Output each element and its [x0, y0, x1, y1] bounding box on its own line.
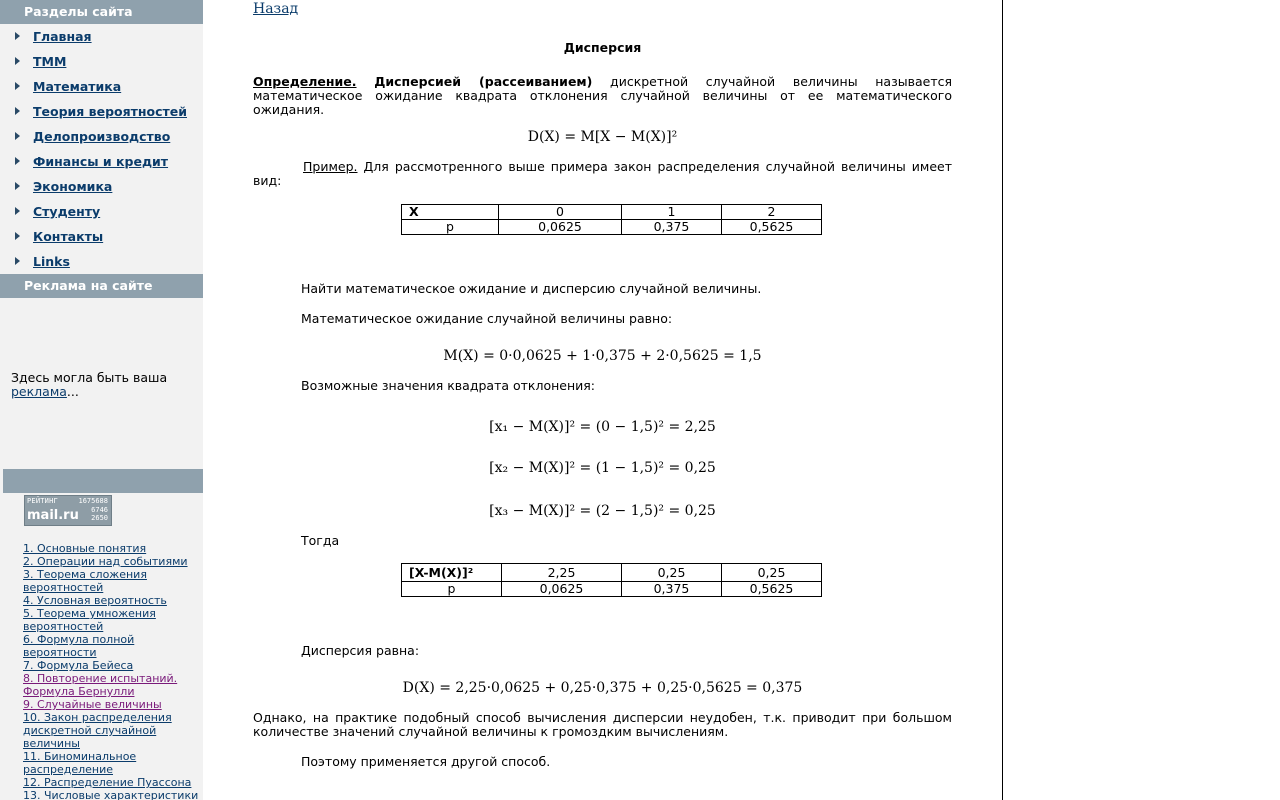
lesson-link[interactable]: 12. Распределение Пуассона: [23, 776, 192, 789]
nav-link[interactable]: Финансы и кредит: [33, 154, 169, 169]
bullet-arrow-icon: [15, 107, 20, 115]
nav-link[interactable]: Links: [33, 254, 70, 269]
back-link[interactable]: Назад: [253, 1, 299, 17]
lessons-list: [23, 542, 203, 800]
nav-item-math[interactable]: [0, 74, 203, 99]
bullet-arrow-icon: [15, 257, 20, 265]
lesson-link[interactable]: 2. Операции над событиями: [23, 555, 188, 568]
formula-deviation-3: [x₃ − M(X)]² = (2 − 1,5)² = 0,25: [489, 503, 716, 519]
counter-brand: mail.ru: [27, 508, 79, 523]
table-cell: 0,0625: [499, 220, 622, 235]
lesson-link[interactable]: 11. Биноминальное распределение: [23, 750, 137, 776]
nav-item-records[interactable]: [0, 124, 203, 149]
note-paragraph: Однако, на практике подобный способ вычисления дисперсии неудобен, т.к. приводит при большом количестве значений случайной величины к громоздким вычислениям.: [253, 710, 952, 739]
nav-link[interactable]: Делопроизводство: [33, 129, 171, 144]
nav-item-links[interactable]: [0, 249, 203, 274]
nav-link[interactable]: Студенту: [33, 204, 101, 219]
ad-box: [0, 298, 203, 468]
conclusion-text: Поэтому применяется другой способ.: [301, 754, 551, 769]
table-cell: 0,375: [622, 582, 722, 597]
table-cell: 2,25: [502, 564, 622, 582]
formula-deviation-2: [x₂ − M(X)]² = (1 − 1,5)² = 0,25: [489, 460, 716, 476]
table-cell: 0,375: [622, 220, 722, 235]
table-cell: 2: [722, 205, 822, 220]
counter-stat-2: 2650: [91, 514, 108, 522]
bullet-arrow-icon: [15, 182, 20, 190]
lesson-link[interactable]: 6. Формула полной вероятности: [23, 633, 135, 659]
formula-variance-definition: D(X) = M[X − M(X)]²: [527, 129, 678, 145]
formula-deviation-1: [x₁ − M(X)]² = (0 − 1,5)² = 2,25: [489, 419, 716, 435]
lesson-link[interactable]: 10. Закон распределения дискретной случайной величины: [23, 711, 172, 750]
definition-text: дискретной случайной величины называется математическое ожидание квадрата отклонения случайной величины от ее математического ожидания.: [253, 74, 952, 117]
bullet-arrow-icon: [15, 82, 20, 90]
table-cell: 1: [622, 205, 722, 220]
lesson-link-visited[interactable]: 8. Повторение испытаний. Формула Бернулли: [23, 672, 178, 698]
table-cell: 0,0625: [502, 582, 622, 597]
table-cell: 0: [499, 205, 622, 220]
lesson-link[interactable]: 3. Теорема сложения вероятностей: [23, 568, 147, 594]
ad-suffix: ...: [66, 384, 79, 399]
page-title: Дисперсия: [563, 40, 642, 55]
counter-value: 1675688: [78, 497, 108, 505]
table-cell: [X-M(X)]²: [402, 564, 502, 582]
lesson-link[interactable]: 5. Теорема умножения вероятностей: [23, 607, 156, 633]
formula-variance-result: D(X) = 2,25·0,0625 + 0,25·0,375 + 0,25·0,5625 = 0,375: [402, 680, 803, 696]
table-cell: 0,5625: [722, 220, 822, 235]
table-row: [402, 205, 822, 220]
nav-item-finance[interactable]: [0, 149, 203, 174]
bullet-arrow-icon: [15, 232, 20, 240]
deviation-table: [401, 563, 822, 597]
nav-link[interactable]: ТММ: [33, 54, 67, 69]
nav-item-probability[interactable]: [0, 99, 203, 124]
definition-label: Определение.: [253, 74, 357, 89]
example-label: Пример.: [303, 159, 358, 174]
content-right-border: [1002, 0, 1003, 800]
table-cell: p: [402, 220, 499, 235]
counter-stats: [91, 506, 108, 522]
definition-paragraph: [253, 75, 952, 117]
example-paragraph: [253, 160, 952, 188]
nav-link[interactable]: Экономика: [33, 179, 113, 194]
bullet-arrow-icon: [15, 32, 20, 40]
ad-link[interactable]: реклама: [11, 384, 67, 399]
nav-item-contacts[interactable]: [0, 224, 203, 249]
distribution-table: [401, 204, 822, 235]
nav-link[interactable]: Контакты: [33, 229, 104, 244]
lesson-link[interactable]: 13. Числовые характеристики: [23, 789, 199, 800]
task-text: Найти математическое ожидание и дисперсию случайной величины.: [301, 281, 762, 296]
ads-header: Реклама на сайте: [0, 274, 203, 298]
lesson-link[interactable]: 4. Условная вероятность: [23, 594, 167, 607]
table-cell: 0,5625: [722, 582, 822, 597]
nav-item-home[interactable]: [0, 24, 203, 49]
table-cell: 0,25: [622, 564, 722, 582]
ad-text-line: Здесь могла быть ваша: [11, 370, 168, 385]
table-row: [402, 564, 822, 582]
nav-item-student[interactable]: [0, 199, 203, 224]
bullet-arrow-icon: [15, 207, 20, 215]
definition-term: Дисперсией (рассеиванием): [374, 74, 593, 89]
table-row: [402, 582, 822, 597]
lesson-link[interactable]: 7. Формула Бейеса: [23, 659, 134, 672]
square-deviation-intro: Возможные значения квадрата отклонения:: [301, 378, 595, 393]
bullet-arrow-icon: [15, 132, 20, 140]
nav-link[interactable]: Математика: [33, 79, 122, 94]
nav-item-tmm[interactable]: [0, 49, 203, 74]
then-text: Тогда: [301, 533, 340, 548]
main-content: [253, 0, 952, 800]
formula-mean: M(X) = 0·0,0625 + 1·0,375 + 2·0,5625 = 1,5: [443, 348, 762, 364]
mailru-rating-counter[interactable]: [24, 495, 112, 526]
ad-text: [11, 371, 167, 399]
table-cell: 0,25: [722, 564, 822, 582]
nav-link[interactable]: Главная: [33, 29, 92, 44]
counter-label: РЕЙТИНГ: [27, 497, 58, 505]
lesson-link[interactable]: 1. Основные понятия: [23, 542, 147, 555]
variance-intro: Дисперсия равна:: [301, 643, 420, 658]
bullet-arrow-icon: [15, 57, 20, 65]
nav-link[interactable]: Теория вероятностей: [33, 104, 187, 119]
example-text: Для рассмотренного выше примера закон распределения случайной величины имеет вид:: [253, 159, 952, 188]
lesson-link-visited[interactable]: 9. Случайные величины: [23, 698, 162, 711]
table-cell: X: [402, 205, 499, 220]
sections-header: Разделы сайта: [0, 0, 203, 24]
sidebar: [0, 0, 203, 800]
table-row: [402, 220, 822, 235]
bullet-arrow-icon: [15, 157, 20, 165]
table-cell: p: [402, 582, 502, 597]
nav-item-economics[interactable]: [0, 174, 203, 199]
counter-stat-1: 6746: [91, 506, 108, 514]
sidebar-separator: [3, 469, 203, 493]
mean-intro: Математическое ожидание случайной величины равно:: [301, 311, 673, 326]
